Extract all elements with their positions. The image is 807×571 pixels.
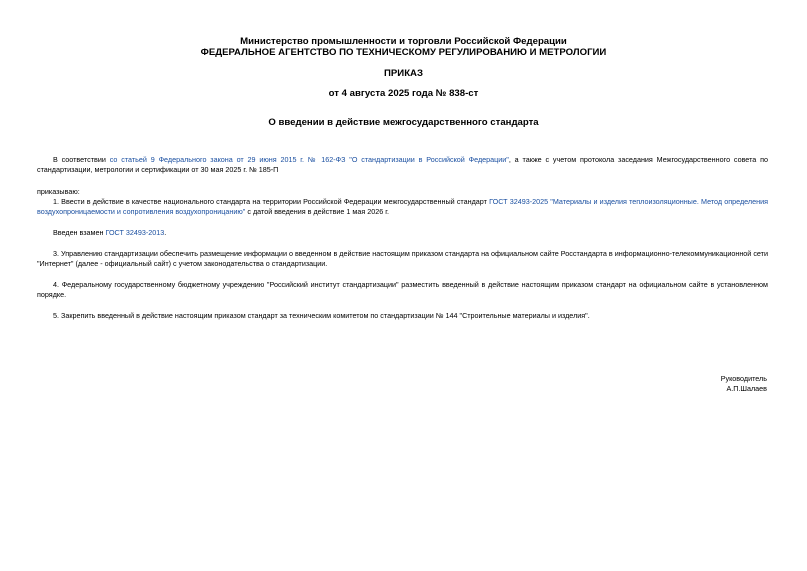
- paragraph-item-1-suffix: с датой введения в действие 1 мая 2026 г.: [245, 207, 389, 217]
- paragraph-item-4: 4. Федеральному государственному бюджетному учреждению "Российский институт стандартизации" разместить введенный в действие настоящим приказом стандарт на официальном сайте в установленном порядке.: [37, 280, 768, 300]
- paragraph-item-3: 3. Управлению стандартизации обеспечить размещение информации о введенном в действие настоящим приказом стандарта на официальном сайте Росстандарта в информационно-телекоммуникационной сети "Интернет" (далее - официальный сайт) с учетом законодательства о стандартизации.: [37, 249, 768, 269]
- gost-2013-link[interactable]: ГОСТ 32493-2013: [105, 228, 165, 237]
- paragraph-item-2-suffix: .: [164, 228, 167, 237]
- paragraph-item-5: 5. Закрепить введенный в действие настоящим приказом стандарт за техническим комитетом по стандартизации № 144 "Строительные материалы и изделия".: [53, 311, 590, 320]
- paragraph-item-2-prefix: Введен взамен: [53, 228, 106, 237]
- signature-name: А.П.Шалаев: [726, 384, 767, 393]
- order-title: ПРИКАЗ: [384, 68, 423, 79]
- order-date: от 4 августа 2025 года № 838-ст: [328, 88, 479, 99]
- signature-role: Руководитель: [720, 374, 767, 383]
- paragraph-item-1: [37, 197, 768, 218]
- agency-heading: ФЕДЕРАЛЬНОЕ АГЕНТСТВО ПО ТЕХНИЧЕСКОМУ РЕГУЛИРОВАНИЮ И МЕТРОЛОГИИ: [200, 47, 607, 58]
- order-subject: О введении в действие межгосударственного стандарта: [268, 117, 539, 128]
- paragraph-legal-basis-suffix: , а также с учетом протокола заседания Межгосударственного совета по стандартизации, метрологии и сертификации от 30 мая 2025 г. № 185-П: [37, 155, 768, 175]
- gost-2025-link[interactable]: ГОСТ 32493-2025 "Материалы и изделия теплоизоляционные. Метод определения воздухопроницаемости и сопротивления воздухопроницанию": [37, 197, 768, 217]
- paragraph-item-2: [37, 228, 768, 238]
- paragraph-legal-basis-prefix: В соответствии: [53, 155, 110, 164]
- paragraph-item-1-prefix: 1. Ввести в действие в качестве национального стандарта на территории Российской Федерации межгосударственный стандарт: [53, 197, 490, 206]
- ministry-heading: Министерство промышленности и торговли Российской Федерации: [240, 36, 567, 47]
- paragraph-legal-basis: [37, 155, 768, 176]
- federal-law-link[interactable]: со статьей 9 Федерального закона от 29 июня 2015 г. № 162-ФЗ "О стандартизации в Российской Федерации": [109, 155, 509, 164]
- order-word: приказываю:: [37, 187, 80, 196]
